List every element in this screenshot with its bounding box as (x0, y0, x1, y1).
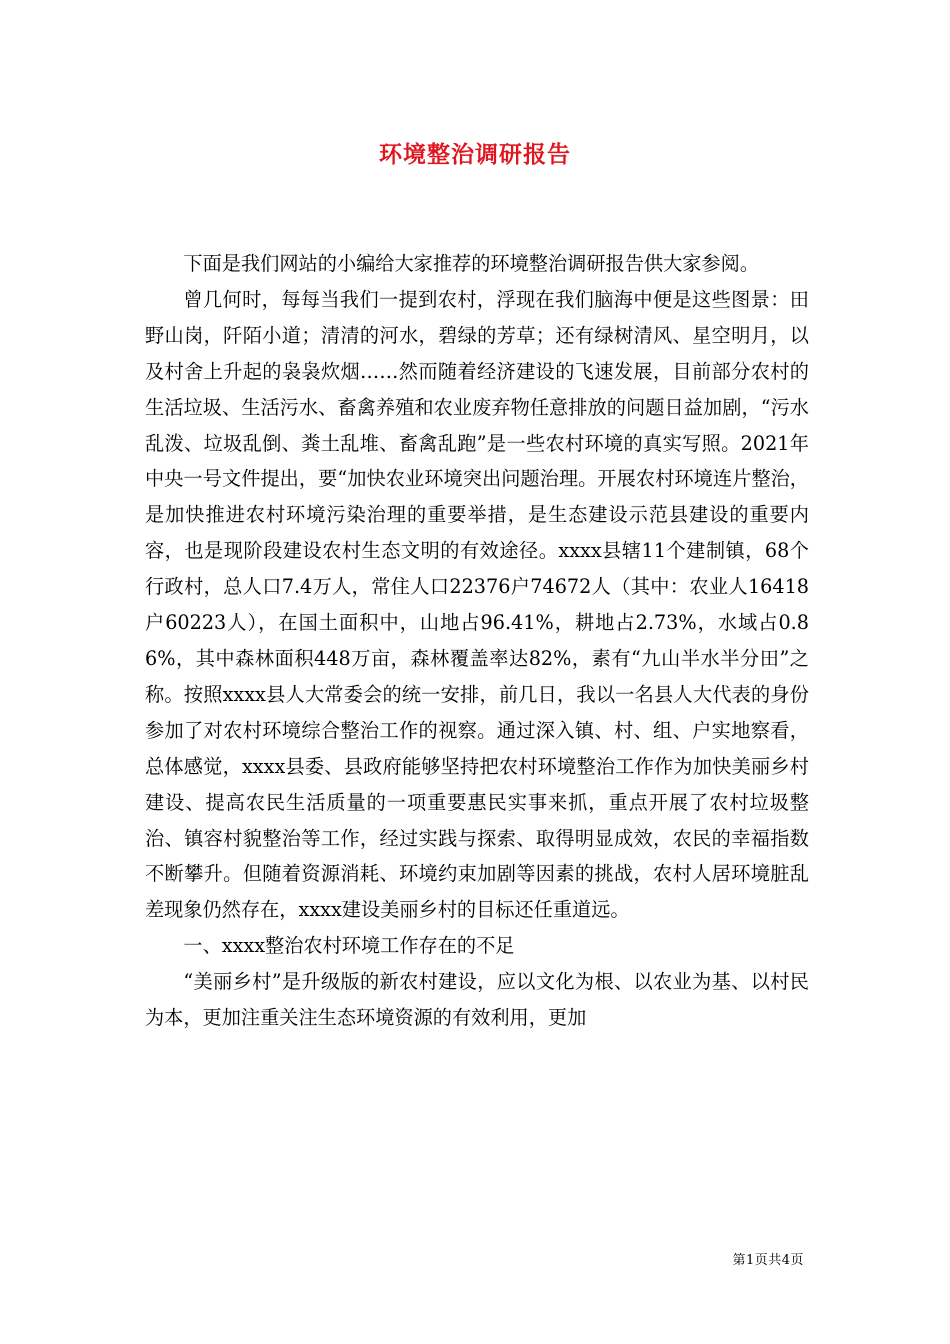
section-paragraph: “美丽乡村”是升级版的新农村建设，应以文化为根、以农业为基、以村民为本，更加注重关注生态环境资源的有效利用，更加 (145, 970, 809, 1030)
document-body (145, 246, 809, 1036)
document-title: 环境整治调研报告 (379, 141, 571, 168)
section-heading: 一、xxxx整治农村环境工作存在的不足 (183, 934, 515, 958)
intro-paragraph: 下面是我们网站的小编给大家推荐的环境整治调研报告供大家参阅。 (183, 252, 760, 275)
main-paragraph: 曾几何时，每每当我们一提到农村，浮现在我们脑海中便是这些图景：田野山岗，阡陌小道；清清的河水，碧绿的芳草；还有绿树清风、星空明月，以及村舍上升起的袅袅炊烟……然而随着经济建设的飞速发展，目前部分农村的生活垃圾、生活污水、畜禽养殖和农业废弃物任意排放的问题日益加剧，“污水乱泼、垃圾乱倒、粪土乱堆、畜禽乱跑”是一些农村环境的真实写照。2021年中央一号文件提出，要“加快农业环境突出问题治理。开展农村环境连片整治，是加快推进农村环境污染治理的重要举措，是生态建设示范县建设的重要内容，也是现阶段建设农村生态文明的有效途径。xxxx县辖11个建制镇，68个行政村，总人口7.4万人，常住人口22376户74672人（其中：农业人16418户60223人），在国土面积中，山地占96.41%，耕地占2.73%，水域占0.86%，其中森林面积448万亩，森林覆盖率达82%，素有“九山半水半分田”之称。按照xxxx县人大常委会的统一安排，前几日，我以一名县人大代表的身份参加了对农村环境综合整治工作的视察。通过深入镇、村、组、户实地察看，总体感觉，xxxx县委、县政府能够坚持把农村环境整治工作作为加快美丽乡村建设、提高农民生活质量的一项重要惠民实事来抓，重点开展了农村垃圾整治、镇容村貌整治等工作，经过实践与探索、取得明显成效，农民的幸福指数不断攀升。但随着资源消耗、环境约束加剧等因素的挑战，农村人居环境脏乱差现象仍然存在，xxxx建设美丽乡村的目标还任重道远。 (145, 287, 809, 922)
page-indicator: 第1页共4页 (732, 1253, 804, 1268)
